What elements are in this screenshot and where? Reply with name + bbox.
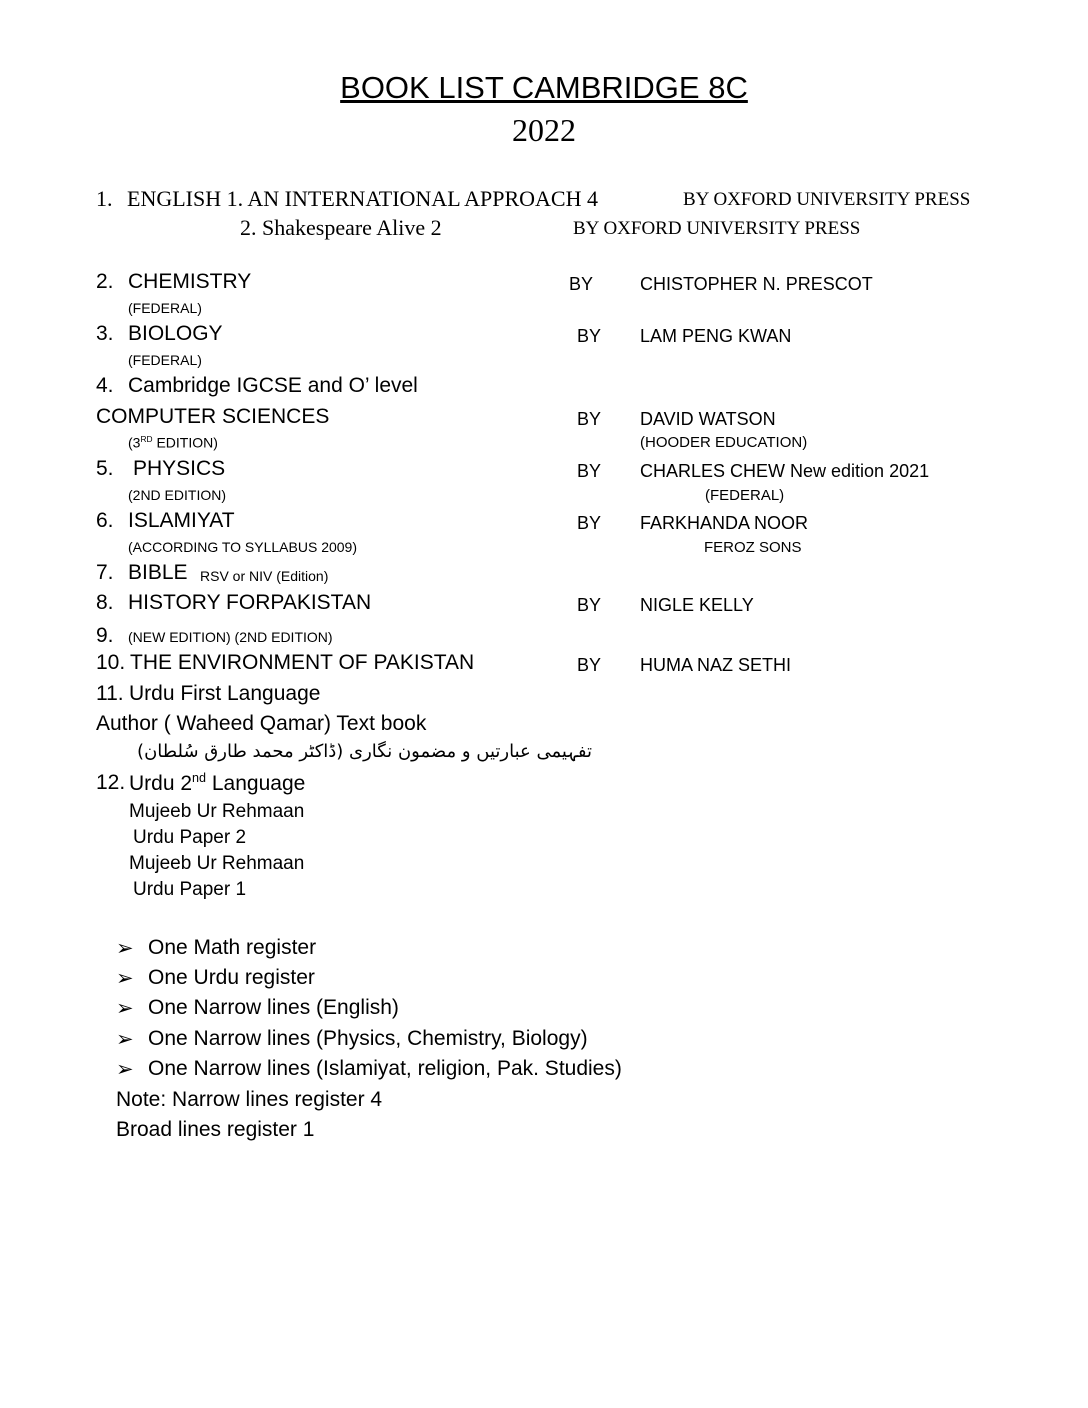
broad-register-note: Broad lines register 1	[116, 1118, 315, 1141]
english-publisher: BY OXFORD UNIVERSITY PRESS	[683, 189, 971, 210]
chemistry-note: (FEDERAL)	[128, 300, 202, 316]
islamiyat-name: ISLAMIYAT	[128, 509, 235, 532]
history-by: BY	[577, 595, 602, 615]
islamiyat-number: 6.	[96, 509, 114, 532]
biology-name: BIOLOGY	[128, 322, 223, 345]
islamiyat-by: BY	[577, 513, 602, 533]
urdu2-book: Urdu Paper 1	[133, 879, 247, 900]
environment-number: 10.	[96, 651, 126, 674]
urdu2-book: Urdu Paper 2	[133, 827, 247, 848]
computer-name: COMPUTER SCIENCES	[96, 405, 330, 428]
biology-by: BY	[577, 326, 602, 346]
bible-note: RSV or NIV (Edition)	[200, 568, 329, 584]
physics-note: (2ND EDITION)	[128, 487, 226, 503]
arrow-bullet-icon: ➢	[116, 997, 134, 1020]
register-note: Note: Narrow lines register 4	[116, 1088, 383, 1111]
chemistry-name: CHEMISTRY	[128, 270, 252, 293]
english-title: ENGLISH 1. AN INTERNATIONAL APPROACH 4	[127, 186, 598, 211]
page-year: 2022	[512, 112, 576, 148]
page-title: BOOK LIST CAMBRIDGE 8C	[340, 70, 748, 105]
register-item: One Urdu register	[148, 966, 315, 989]
physics-name: PHYSICS	[133, 457, 226, 480]
urdu2-name: Urdu 2nd Language	[129, 771, 306, 795]
english-number: 1.	[96, 186, 113, 211]
arrow-bullet-icon: ➢	[116, 1058, 134, 1081]
chemistry-author: CHISTOPHER N. PRESCOT	[640, 274, 873, 294]
arrow-bullet-icon: ➢	[116, 1028, 134, 1051]
chemistry-number: 2.	[96, 270, 114, 293]
edition-note: (NEW EDITION) (2ND EDITION)	[128, 629, 333, 645]
urdu2-book: Mujeeb Ur Rehmaan	[129, 801, 305, 822]
computer-author: DAVID WATSON	[640, 409, 776, 429]
physics-publisher: (FEDERAL)	[705, 487, 785, 504]
urdu1-urdu-line: تفہیمی عبارتیں و مضمون نگاری (ڈاکٹر محمد طارق سُلطان)	[137, 741, 592, 762]
urdu1-number: 11.	[96, 682, 124, 705]
history-number: 8.	[96, 591, 114, 614]
computer-by: BY	[577, 409, 602, 429]
computer-number: 4.	[96, 374, 114, 397]
bible-name: BIBLE	[128, 561, 188, 584]
arrow-bullet-icon: ➢	[116, 937, 134, 960]
biology-note: (FEDERAL)	[128, 352, 202, 368]
computer-line1: Cambridge IGCSE and O’ level	[128, 374, 418, 397]
bible-number: 7.	[96, 561, 114, 584]
environment-by: BY	[577, 655, 602, 675]
physics-number: 5.	[96, 457, 114, 480]
register-item: One Math register	[148, 936, 317, 959]
history-author: NIGLE KELLY	[640, 595, 754, 615]
environment-author: HUMA NAZ SETHI	[640, 655, 792, 675]
register-item: One Narrow lines (Physics, Chemistry, Biology)	[148, 1027, 588, 1050]
urdu2-book: Mujeeb Ur Rehmaan	[129, 853, 305, 874]
edition-number: 9.	[96, 624, 114, 647]
history-name: HISTORY FORPAKISTAN	[128, 591, 372, 614]
environment-name: THE ENVIRONMENT OF PAKISTAN	[130, 651, 475, 674]
shakespeare-publisher: BY OXFORD UNIVERSITY PRESS	[573, 218, 861, 239]
islamiyat-publisher: FEROZ SONS	[704, 539, 802, 556]
urdu1-name: Urdu First Language	[129, 682, 321, 705]
urdu1-author-line: Author ( Waheed Qamar) Text book	[96, 712, 427, 735]
chemistry-by: BY	[569, 274, 594, 294]
arrow-bullet-icon: ➢	[116, 967, 134, 990]
biology-number: 3.	[96, 322, 114, 345]
shakespeare-title: 2. Shakespeare Alive 2	[240, 215, 442, 240]
computer-publisher: (HOODER EDUCATION)	[640, 434, 808, 451]
islamiyat-note: (ACCORDING TO SYLLABUS 2009)	[128, 539, 358, 555]
physics-by: BY	[577, 461, 602, 481]
biology-author: LAM PENG KWAN	[640, 326, 792, 346]
urdu2-number: 12.	[96, 771, 126, 794]
register-item: One Narrow lines (Islamiyat, religion, Pak. Studies)	[148, 1057, 622, 1080]
physics-author: CHARLES CHEW New edition 2021	[640, 461, 930, 481]
islamiyat-author: FARKHANDA NOOR	[640, 513, 809, 533]
computer-note: (3RD EDITION)	[128, 434, 218, 451]
register-item: One Narrow lines (English)	[148, 996, 399, 1019]
